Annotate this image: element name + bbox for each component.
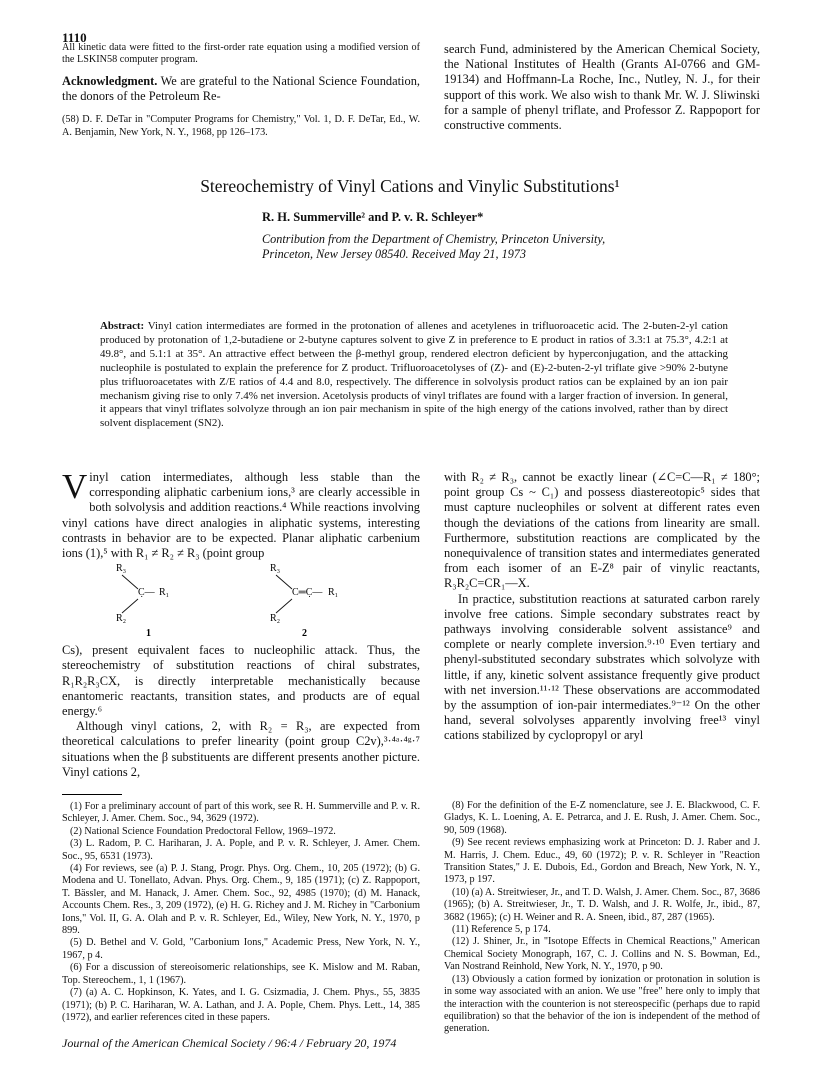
journal-footer: Journal of the American Chemical Society / 96:4 / February 20, 1974 [62, 1036, 397, 1050]
body-right-column [444, 470, 760, 744]
struct2-label: 2 [302, 628, 307, 640]
struct2-chain: C═C̣— [292, 587, 323, 599]
footnote: (2) National Science Foundation Predoctoral Fellow, 1969–1972. [70, 825, 336, 837]
ack-text: We are grateful to the National Science Foundation, the donors of the Petroleum Re- [62, 73, 420, 104]
footnote: (7) (a) A. C. Hopkinson, K. Yates, and I. G. Csizmadia, J. Chem. Phys., 55, 3835 (1971); (b) P. C. Hariharan, W. A. Lathan, and J. A. Pople, Chem. Phys. Lett., 14, 385 (1972), and earlier references cited in these papers. [62, 987, 420, 1023]
affiliation-line-2: Princeton, New Jersey 08540. Received May 21, 1973 [262, 247, 526, 261]
paragraph-practice: In practice, substitution reactions at saturated carbon rarely involve free cations. Simple secondary substrates react by pathways involving considerable solvent assistance⁹ and complete or nearly complete inversion.⁹·¹⁰ Even tertiary and phenyl-substituted secondary substrates which solvolyze with little, if any, kinetic solvent assistance frequently give product with net inversion.¹¹·¹² These observations are accommodated by the assumption of ion-pair intermediates.⁹⁻¹² On the other hand, several solvolyses apparently involving free¹³ vinyl cations stabilized by cyclopropyl or aryl [444, 591, 760, 743]
struct2-r3: R₃ [270, 563, 281, 575]
footnote: (9) See recent reviews emphasizing work at Princeton: D. J. Raber and J. M. Harris, J. Chem. Educ., 49, 60 (1972); P. v. R. Schleyer in "Reaction Transition States," J. E. Dubois, Ed., Gordon and Breach, New York, N. Y., 1973, p 197. [444, 837, 760, 886]
footnote: (5) D. Bethel and V. Gold, "Carbonium Ions," Academic Press, New York, N. Y., 1967, p 4. [62, 937, 420, 961]
top-right-column [444, 42, 760, 133]
affiliation-line-1: Contribution from the Department of Chemistry, Princeton University, [262, 232, 606, 246]
footnote: (11) Reference 5, p 174. [452, 924, 551, 936]
footnote: (12) J. Shiner, Jr., in "Isotope Effects in Chemical Reactions," American Chemical Society Monograph, 167, C. J. Collins and N. S. Bowman, Ed., Van Nostrand Reinhold, New York, N. Y., 1970, p 90. [444, 936, 760, 973]
drop-cap: V [62, 467, 88, 506]
struct1-r2: R₂ [116, 613, 127, 625]
ack-continued: search Fund, administered by the American Chemical Society, the National Institutes of Health (Grants AI-0766 and GM-19134) and Hoffmann-La Roche, Inc., Nutley, N. J., for their support of this work. We also wish to thank Mr. W. J. Sliwinski for a sample of phenyl triflate, and Professor Z. Rappoport for constructive comments. [444, 42, 760, 133]
authors: R. H. Summerville² and P. v. R. Schleyer* [262, 210, 484, 224]
acknowledgment [62, 74, 420, 104]
paragraph-diastereotopic: with R₂ ≠ R₃, cannot be exactly linear (∠C=C—R₁ ≠ 180°; point group Cs ~ C₁) and possess diastereotopic⁵ sides that must capture nucleophiles or solvent at different rates even though the deviations of the cations from linearity are small. Furthermore, substitution reactions are complicated by the nonequivalence of transition states and intermediates generated from each isomer of an E-Z⁸ pair of vinylic reactants, R₃R₂C=CR₁—X. [444, 470, 760, 591]
bond [276, 575, 292, 589]
footnotes-right [444, 800, 760, 1036]
footnote: (10) (a) A. Streitwieser, Jr., and T. D. Walsh, J. Amer. Chem. Soc., 87, 3686 (1965); (b) A. Streitwieser, Jr., T. D. Walsh, and J. R. Wolfe, Jr., ibid., 87, 3682 (1965); (c) H. Weiner and R. A. Sneen, ibid., 87, 287 (1965). [444, 886, 760, 923]
reference-58: (58) D. F. DeTar in "Computer Programs for Chemistry," Vol. 1, D. F. DeTar, Ed., W. A. Benjamin, New York, N. Y., 1968, pp 126–173. [62, 114, 420, 138]
struct1-label: 1 [146, 628, 151, 640]
top-left-column [62, 42, 420, 139]
abstract [100, 320, 728, 431]
footnote: (8) For the definition of the E-Z nomenclature, see J. E. Blackwood, C. F. Gladys, K. L. Loening, A. E. Petrarca, and J. E. Rush, J. Amer. Chem. Soc., 90, 509 (1968). [444, 800, 760, 836]
page-number: 1110 [62, 30, 87, 45]
intro-text: inyl cation intermediates, although less stable than the corresponding aliphatic carbenium ions,³ are clearly accessible in both solvolysis and addition reactions.⁴ While reactions involving vinyl cations have direct analogies in aliphatic systems, interesting contrasts in behavior are to be expected. Planar aliphatic carbenium ions (1),⁵ with R₁ ≠ R₂ ≠ R₃ (point group [62, 470, 420, 561]
bond [276, 599, 292, 613]
footnote: (3) L. Radom, P. C. Hariharan, J. A. Pople, and P. v. R. Schleyer, J. Amer. Chem. Soc., 95, 6531 (1973). [62, 838, 420, 862]
bond [122, 599, 138, 613]
struct2-r2: R₂ [270, 613, 281, 625]
struct1-carbon: C̣— [138, 587, 155, 599]
footnote-rule [62, 794, 122, 795]
footnote: (1) For a preliminary account of part of this work, see R. H. Summerville and P. v. R. Schleyer, J. Amer. Chem. Soc., 94, 3629 (1972). [62, 801, 420, 825]
abstract-text: Vinyl cation intermediates are formed in the protonation of allenes and acetylenes in trifluoroacetic acid. The 2-buten-2-yl cation produced by protonation of 1,2-butadiene or 2-butyne captures solvent to give Z in preference to E product in ratios of 3.3:1 at 75.3°, 4.2:1 at 49.8°, and 5.1:1 at 35°. An attractive effect between the β-methyl group, rendered electron deficient by hyperconjugation, and the attacking nucleophile is postulated to explain the preference for Z product. Trifluoroacetolyses of (Z)- and (E)-2-buten-2-yl triflate give >90% 2-butyne plus trifluoroacetates with Z/E ratios of 4.4 and 8.0, respectively. The difference in solvolysis product ratios can be explained by an ion pair mechanism giving rise to only 7.4% net inversion. Acetolysis products of vinyl triflates are found with a larger fraction of inversion. In general, it appears that vinyl triflates solvolyze through an ion pair mechanism in spite of the high energy of the cations involved, rather than by direct solvent displacement (SN2). [100, 320, 728, 430]
body-left-column [62, 467, 420, 780]
kinetics-note: All kinetic data were fitted to the first-order rate equation using a modified version of the LSKIN58 computer program. [62, 42, 420, 66]
abstract-label: Abstract: [100, 320, 145, 332]
paragraph-vinyl-cations: Although vinyl cations, 2, with R₂ = R₃, are expected from theoretical calculations to prefer linearity (point group C2v),³·⁴ᵃ·⁴ᵍ·⁷ situations when the β substituents are different presents another picture. Vinyl cations 2, [62, 719, 420, 779]
article-title: Stereochemistry of Vinyl Cations and Vinylic Substitutions¹ [200, 176, 620, 196]
affiliation [262, 232, 605, 262]
ack-heading: Acknowledgment. [62, 73, 158, 88]
struct2-r1: R₁ [328, 587, 339, 599]
bond [122, 575, 138, 589]
structure-diagram [62, 561, 420, 643]
footnote: (13) Obviously a cation formed by ionization or protonation in solution is in some way associated with an anion. We use "free" here only to imply that the interaction with the counterion is not stereospecific (perhaps due to rapid equilibration) so that the behavior of the ion is independent of the method of generation. [444, 973, 760, 1035]
footnotes-left [62, 794, 420, 1024]
footnote: (4) For reviews, see (a) P. J. Stang, Progr. Phys. Org. Chem., 10, 205 (1972); (b) G. Modena and U. Tonellato, Advan. Phys. Org. Chem., 9, 185 (1971); (c) Z. Rappoport, T. Bässler, and M. Hanack, J. Amer. Chem. Soc., 92, 4985 (1970); (d) M. Hanack, Accounts Chem. Res., 3, 209 (1972), (e) H. G. Richey and J. M. Richey in "Carbonium Ions," Vol. II, G. A. Olah and P. v. R. Schleyer, Ed., Wiley, New York, N. Y., 1970, p 899. [62, 863, 420, 937]
footnote: (6) For a discussion of stereoisomeric relationships, see K. Mislow and M. Raban, Top. Stereochem., 1, 1 (1967). [62, 962, 420, 986]
paragraph-cs: Cs), present equivalent faces to nucleophilic attack. Thus, the stereochemistry of substitution reactions of chiral substrates, R₁R₂R₃CX, is directly interpretable mechanistically because enantomeric reactants, transition states, and products are of equal energy.⁶ [62, 643, 420, 719]
intro-paragraph [62, 467, 420, 561]
structures-figure [62, 561, 420, 643]
struct1-r1: R₁ [159, 587, 170, 599]
struct1-r3: R₃ [116, 563, 127, 575]
